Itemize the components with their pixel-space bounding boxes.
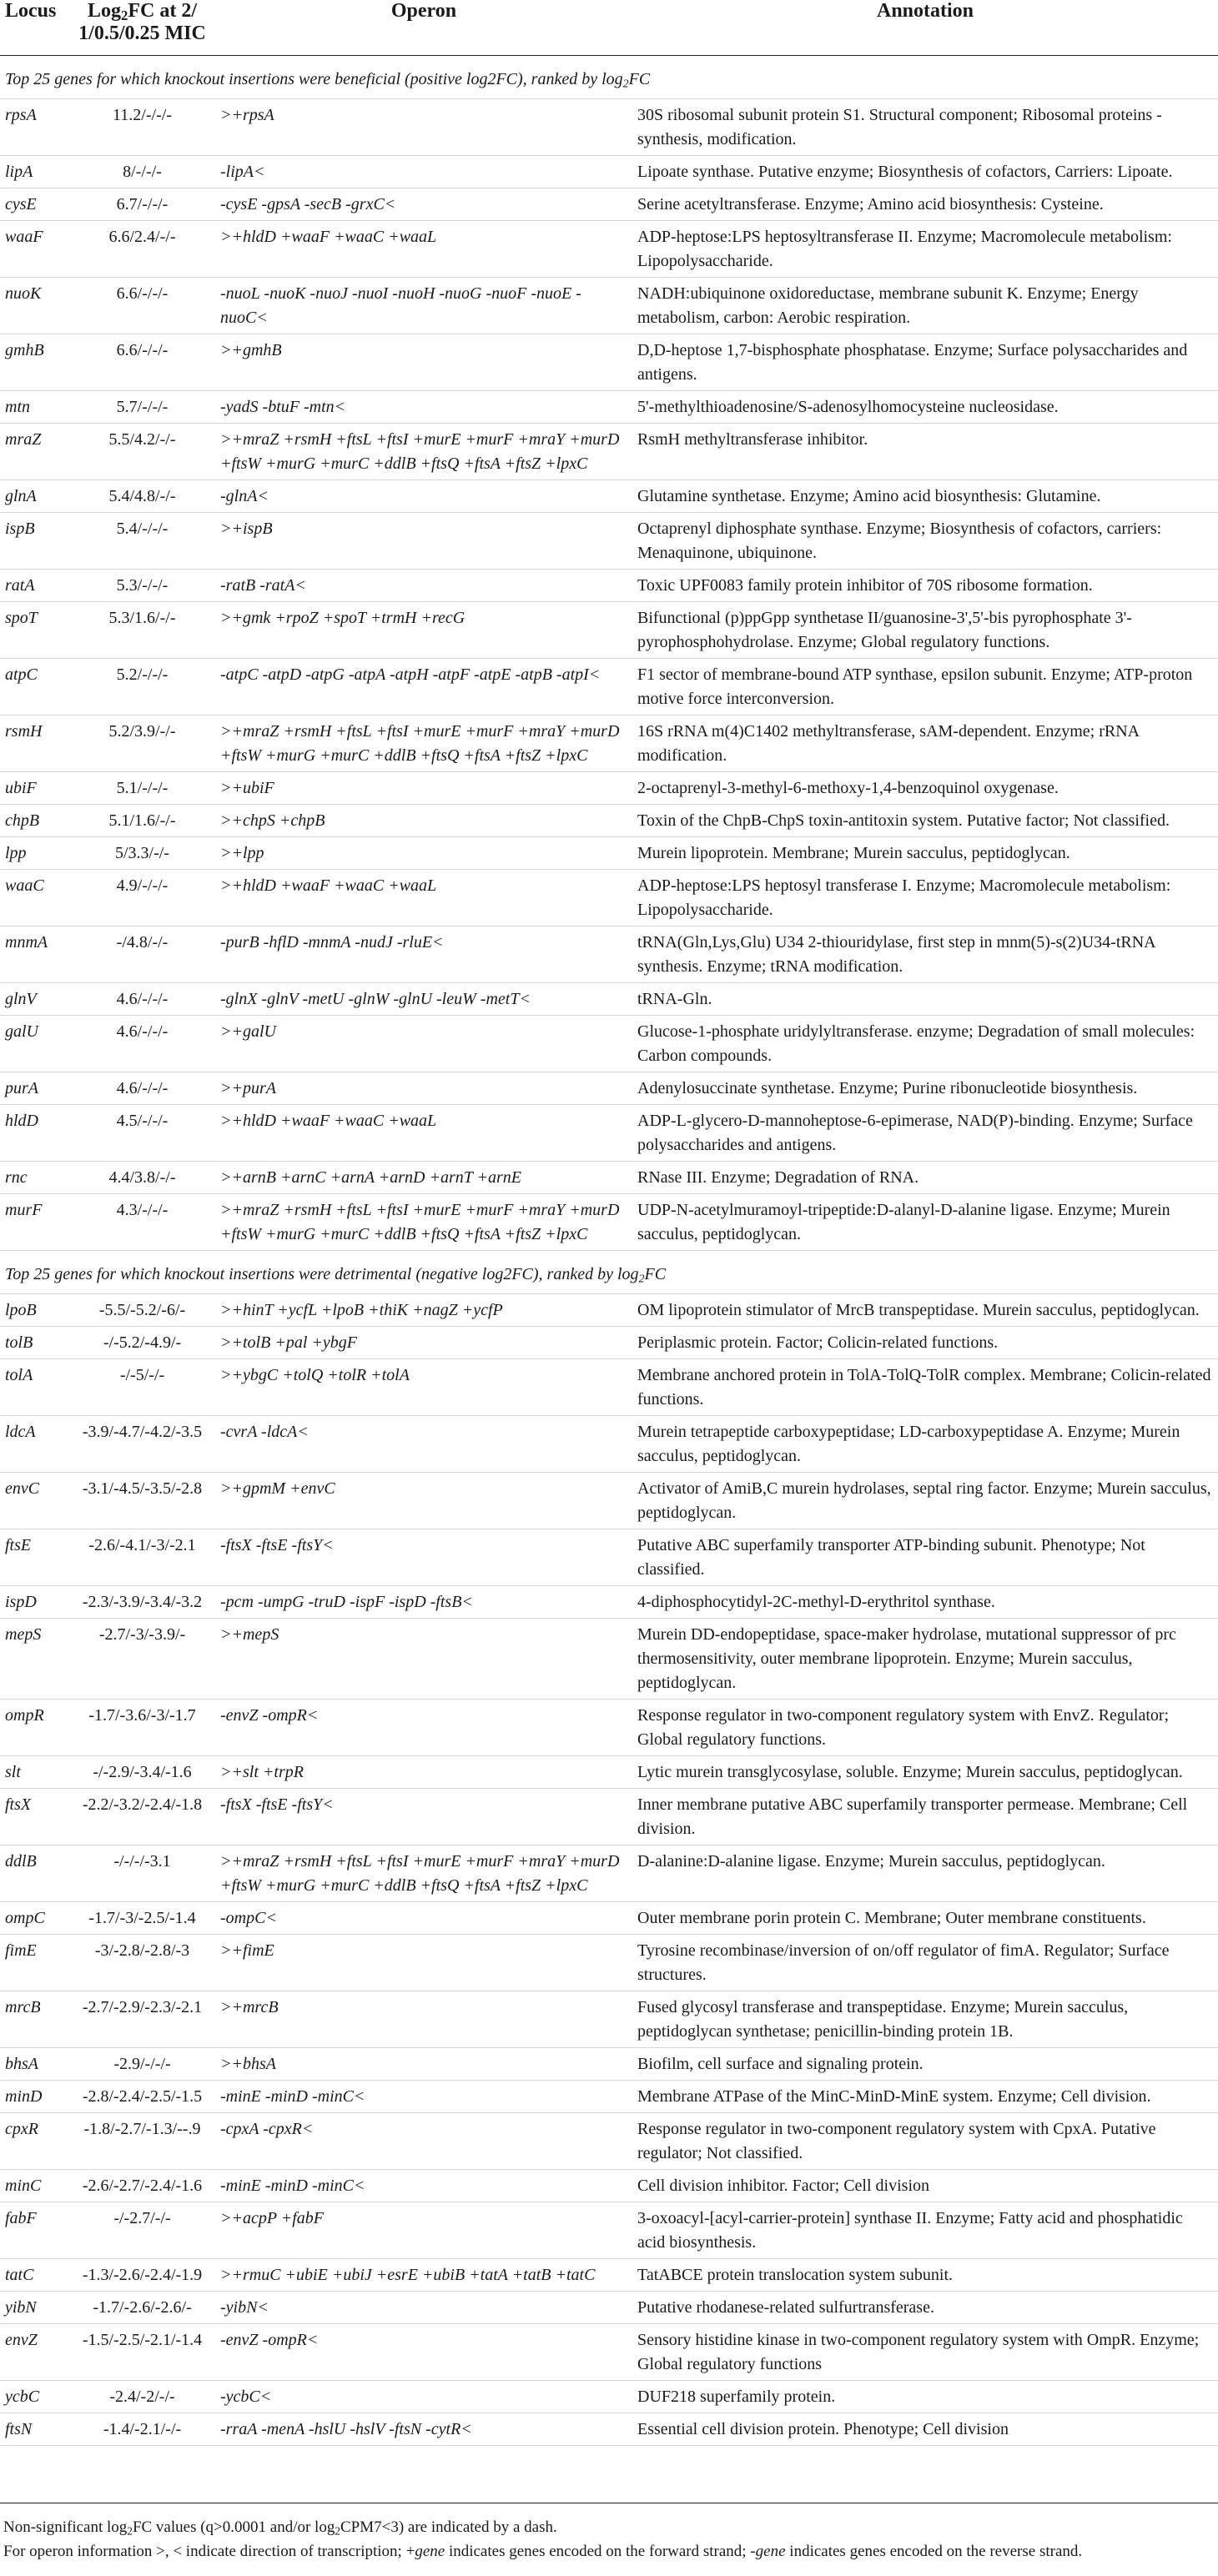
section-title-pre: Top 25 genes for which knockout insertions were beneficial (positive log2FC), ranked by log <box>5 70 623 88</box>
operon-structure: >+hldD +waaF +waaC +waaL <box>215 870 632 926</box>
log2fc-value: -2.6/-4.1/-3/-2.1 <box>69 1529 215 1586</box>
table-row <box>0 2081 1218 2113</box>
log2fc-value: 6.6/2.4/-/- <box>69 221 215 278</box>
gene-annotation: 5'-methylthioadenosine/S-adenosylhomocysteine nucleosidase. <box>632 391 1218 424</box>
gene-annotation: Octaprenyl diphosphate synthase. Enzyme; Biosynthesis of cofactors, carriers: Menaquinone, ubiquinone. <box>632 513 1218 570</box>
gene-locus: ldcA <box>0 1416 69 1473</box>
section-title <box>0 1251 1218 1294</box>
operon-structure: -minE -minD -minC< <box>215 2081 632 2113</box>
gene-locus: fimE <box>0 1935 69 1991</box>
table-row <box>0 99 1218 156</box>
operon-structure: -yadS -btuF -mtn< <box>215 391 632 424</box>
table-body <box>0 56 1218 2446</box>
section-title-post: FC <box>644 1265 667 1283</box>
table-row <box>0 2202 1218 2259</box>
log2fc-value: -/-/-/-3.1 <box>69 1845 215 1902</box>
operon-structure: -ratB -ratA< <box>215 570 632 602</box>
gene-locus: lipA <box>0 156 69 188</box>
gene-locus: slt <box>0 1756 69 1789</box>
log2fc-value: -2.4/-2/-/- <box>69 2381 215 2413</box>
gene-annotation: Lipoate synthase. Putative enzyme; Biosynthesis of cofactors, Carriers: Lipoate. <box>632 156 1218 188</box>
log2fc-value: 4.6/-/-/- <box>69 1072 215 1105</box>
footnote-2-pre: For operon information >, < indicate direction of transcription; + <box>3 2543 415 2560</box>
gene-annotation: Membrane ATPase of the MinC-MinD-MinE system. Enzyme; Cell division. <box>632 2081 1218 2113</box>
log2fc-value: 4.6/-/-/- <box>69 983 215 1016</box>
gene-locus: rnc <box>0 1162 69 1194</box>
log2fc-value: -2.2/-3.2/-2.4/-1.8 <box>69 1789 215 1845</box>
log2fc-value: -1.7/-3.6/-3/-1.7 <box>69 1700 215 1756</box>
log2fc-value: 5.5/4.2/-/- <box>69 424 215 480</box>
gene-locus: ratA <box>0 570 69 602</box>
gene-locus: rsmH <box>0 716 69 772</box>
table-row <box>0 1586 1218 1619</box>
table-row <box>0 156 1218 188</box>
table-row <box>0 278 1218 334</box>
operon-structure: >+mraZ +rsmH +ftsL +ftsI +murE +murF +mraY +murD +ftsW +murG +murC +ddlB +ftsQ +ftsA +ftsZ +lpxC <box>215 1845 632 1902</box>
log2fc-value: -2.6/-2.7/-2.4/-1.6 <box>69 2170 215 2202</box>
gene-annotation: 16S rRNA m(4)C1402 methyltransferase, sAM-dependent. Enzyme; rRNA modification. <box>632 716 1218 772</box>
table-row <box>0 1105 1218 1162</box>
gene-annotation: 4-diphosphocytidyl-2C-methyl-D-erythritol synthase. <box>632 1586 1218 1619</box>
table-row <box>0 1194 1218 1251</box>
operon-structure: >+acpP +fabF <box>215 2202 632 2259</box>
operon-structure: >+purA <box>215 1072 632 1105</box>
operon-structure: -lipA< <box>215 156 632 188</box>
gene-annotation: ADP-heptose:LPS heptosyltransferase II. Enzyme; Macromolecule metabolism: Lipopolysaccharide. <box>632 221 1218 278</box>
table-row <box>0 1756 1218 1789</box>
table-row <box>0 1016 1218 1072</box>
log2fc-value: 5.4/4.8/-/- <box>69 480 215 513</box>
gene-annotation: Outer membrane porin protein C. Membrane; Outer membrane constituents. <box>632 1902 1218 1935</box>
gene-locus: ubiF <box>0 772 69 805</box>
gene-annotation: Sensory histidine kinase in two-component regulatory system with OmpR. Enzyme; Global regulatory functions <box>632 2324 1218 2381</box>
operon-structure: >+gmhB <box>215 334 632 391</box>
operon-structure: >+hldD +waaF +waaC +waaL <box>215 1105 632 1162</box>
section-title-row <box>0 1251 1218 1294</box>
gene-annotation: tRNA(Gln,Lys,Glu) U34 2-thiouridylase, first step in mnm(5)-s(2)U34-tRNA synthesis. Enzyme; tRNA modification. <box>632 926 1218 983</box>
table-row <box>0 2381 1218 2413</box>
log2fc-value: 5.3/-/-/- <box>69 570 215 602</box>
gene-annotation: Cell division inhibitor. Factor; Cell division <box>632 2170 1218 2202</box>
log2fc-value: 8/-/-/- <box>69 156 215 188</box>
gene-locus: mnmA <box>0 926 69 983</box>
footnote-2-post: indicates genes encoded on the reverse strand. <box>785 2543 1083 2560</box>
gene-locus: ispB <box>0 513 69 570</box>
gene-locus: murF <box>0 1194 69 1251</box>
operon-structure: >+tolB +pal +ybgF <box>215 1327 632 1359</box>
table-row <box>0 2324 1218 2381</box>
operon-structure: >+ybgC +tolQ +tolR +tolA <box>215 1359 632 1416</box>
gene-annotation: Response regulator in two-component regulatory system with CpxA. Putative regulator; Not classified. <box>632 2113 1218 2170</box>
footnote-1-post: CPM7<3) are indicated by a dash. <box>340 2518 557 2536</box>
gene-locus: hldD <box>0 1105 69 1162</box>
header-log2fc-sub: 2 <box>120 8 128 24</box>
gene-annotation: NADH:ubiquinone oxidoreductase, membrane subunit K. Enzyme; Energy metabolism, carbon: Aerobic respiration. <box>632 278 1218 334</box>
operon-structure: >+rmuC +ubiE +ubiJ +esrE +ubiB +tatA +tatB +tatC <box>215 2259 632 2292</box>
table-row <box>0 805 1218 837</box>
operon-structure: >+mraZ +rsmH +ftsL +ftsI +murE +murF +mraY +murD +ftsW +murG +murC +ddlB +ftsQ +ftsA +ftsZ +lpxC <box>215 716 632 772</box>
gene-locus: cpxR <box>0 2113 69 2170</box>
gene-locus: galU <box>0 1016 69 1072</box>
operon-structure: -envZ -ompR< <box>215 2324 632 2381</box>
gene-annotation: Fused glycosyl transferase and transpeptidase. Enzyme; Murein sacculus, peptidoglycan synthetase; penicillin-binding protein 1B. <box>632 1991 1218 2048</box>
table-row <box>0 926 1218 983</box>
log2fc-value: -3/-2.8/-2.8/-3 <box>69 1935 215 1991</box>
operon-structure: >+mraZ +rsmH +ftsL +ftsI +murE +murF +mraY +murD +ftsW +murG +murC +ddlB +ftsQ +ftsA +ftsZ +lpxC <box>215 1194 632 1251</box>
log2fc-value: -2.7/-3/-3.9/- <box>69 1619 215 1700</box>
operon-structure: -ftsX -ftsE -ftsY< <box>215 1789 632 1845</box>
table-row <box>0 513 1218 570</box>
gene-locus: nuoK <box>0 278 69 334</box>
gene-locus: glnV <box>0 983 69 1016</box>
operon-structure: -ompC< <box>215 1902 632 1935</box>
gene-annotation: Glutamine synthetase. Enzyme; Amino acid biosynthesis: Glutamine. <box>632 480 1218 513</box>
table-row <box>0 1935 1218 1991</box>
header-row <box>0 0 1218 56</box>
gene-locus: atpC <box>0 659 69 716</box>
log2fc-value: 5.2/3.9/-/- <box>69 716 215 772</box>
operon-structure: -cvrA -ldcA< <box>215 1416 632 1473</box>
table-row <box>0 2048 1218 2081</box>
operon-structure: -yibN< <box>215 2292 632 2324</box>
log2fc-value: -2.3/-3.9/-3.4/-3.2 <box>69 1586 215 1619</box>
operon-structure: -glnX -glnV -metU -glnW -glnU -leuW -metT< <box>215 983 632 1016</box>
gene-locus: yibN <box>0 2292 69 2324</box>
table-row <box>0 334 1218 391</box>
log2fc-value: -1.4/-2.1/-/- <box>69 2413 215 2446</box>
gene-annotation: tRNA-Gln. <box>632 983 1218 1016</box>
log2fc-value: -2.7/-2.9/-2.3/-2.1 <box>69 1991 215 2048</box>
operon-structure: >+fimE <box>215 1935 632 1991</box>
operon-structure: -purB -hflD -mnmA -nudJ -rluE< <box>215 926 632 983</box>
operon-structure: >+gmk +rpoZ +spoT +trmH +recG <box>215 602 632 659</box>
gene-locus: minD <box>0 2081 69 2113</box>
header-log2fc-post: FC at 2/ 1/0.5/0.25 MIC <box>78 0 206 44</box>
gene-locus: chpB <box>0 805 69 837</box>
table-row <box>0 1789 1218 1845</box>
header-annotation: Annotation <box>632 0 1218 56</box>
log2fc-value: -1.3/-2.6/-2.4/-1.9 <box>69 2259 215 2292</box>
log2fc-value: -/4.8/-/- <box>69 926 215 983</box>
gene-annotation: 30S ribosomal subunit protein S1. Structural component; Ribosomal proteins - synthesis, modification. <box>632 99 1218 156</box>
section-title-sub: 2 <box>622 78 629 91</box>
table-row <box>0 837 1218 870</box>
section-title-pre: Top 25 genes for which knockout insertions were detrimental (negative log2FC), ranked by log <box>5 1265 639 1283</box>
table-row <box>0 983 1218 1016</box>
table-row <box>0 1700 1218 1756</box>
gene-annotation: Murein lipoprotein. Membrane; Murein sacculus, peptidoglycan. <box>632 837 1218 870</box>
gene-locus: ompC <box>0 1902 69 1935</box>
table-row <box>0 870 1218 926</box>
table-row <box>0 424 1218 480</box>
gene-annotation: UDP-N-acetylmuramoyl-tripeptide:D-alanyl-D-alanine ligase. Enzyme; Murein sacculus, peptidoglycan. <box>632 1194 1218 1251</box>
log2fc-value: -1.7/-2.6/-2.6/- <box>69 2292 215 2324</box>
footnote-1-pre: Non-significant log <box>3 2518 128 2536</box>
gene-locus: minC <box>0 2170 69 2202</box>
gene-locus: tolB <box>0 1327 69 1359</box>
section-title-row <box>0 56 1218 99</box>
gene-annotation: F1 sector of membrane-bound ATP synthase, epsilon subunit. Enzyme; ATP-proton motive force interconversion. <box>632 659 1218 716</box>
gene-annotation: Adenylosuccinate synthetase. Enzyme; Purine ribonucleotide biosynthesis. <box>632 1072 1218 1105</box>
operon-structure: >+arnB +arnC +arnA +arnD +arnT +arnE <box>215 1162 632 1194</box>
table-row <box>0 659 1218 716</box>
gene-annotation: Inner membrane putative ABC superfamily transporter permease. Membrane; Cell division. <box>632 1789 1218 1845</box>
log2fc-value: 5.1/-/-/- <box>69 772 215 805</box>
gene-locus: ftsN <box>0 2413 69 2446</box>
log2fc-value: 5.3/1.6/-/- <box>69 602 215 659</box>
gene-annotation: Membrane anchored protein in TolA-TolQ-TolR complex. Membrane; Colicin-related functions. <box>632 1359 1218 1416</box>
gene-locus: mrcB <box>0 1991 69 2048</box>
footnote-significance <box>3 2515 1218 2539</box>
gene-annotation: 2-octaprenyl-3-methyl-6-methoxy-1,4-benzoquinol oxygenase. <box>632 772 1218 805</box>
gene-locus: bhsA <box>0 2048 69 2081</box>
gene-locus: mepS <box>0 1619 69 1700</box>
gene-annotation: ADP-heptose:LPS heptosyl transferase I. Enzyme; Macromolecule metabolism: Lipopolysaccharide. <box>632 870 1218 926</box>
log2fc-value: -/-2.9/-3.4/-1.6 <box>69 1756 215 1789</box>
operon-structure: -rraA -menA -hslU -hslV -ftsN -cytR< <box>215 2413 632 2446</box>
gene-locus: envZ <box>0 2324 69 2381</box>
header-log2fc-pre: Log <box>87 0 121 22</box>
gene-annotation: RNase III. Enzyme; Degradation of RNA. <box>632 1162 1218 1194</box>
gene-annotation: TatABCE protein translocation system subunit. <box>632 2259 1218 2292</box>
gene-annotation: Lytic murein transglycosylase, soluble. Enzyme; Murein sacculus, peptidoglycan. <box>632 1756 1218 1789</box>
operon-structure: -envZ -ompR< <box>215 1700 632 1756</box>
operon-structure: >+galU <box>215 1016 632 1072</box>
gene-annotation: Essential cell division protein. Phenotype; Cell division <box>632 2413 1218 2446</box>
log2fc-value: -1.7/-3/-2.5/-1.4 <box>69 1902 215 1935</box>
operon-structure: >+lpp <box>215 837 632 870</box>
operon-structure: >+ispB <box>215 513 632 570</box>
table-header <box>0 0 1218 56</box>
table-row <box>0 221 1218 278</box>
gene-annotation: Biofilm, cell surface and signaling protein. <box>632 2048 1218 2081</box>
gene-annotation: Toxic UPF0083 family protein inhibitor of 70S ribosome formation. <box>632 570 1218 602</box>
gene-annotation: Toxin of the ChpB-ChpS toxin-antitoxin system. Putative factor; Not classified. <box>632 805 1218 837</box>
gene-annotation: Bifunctional (p)ppGpp synthetase II/guanosine-3',5'-bis pyrophosphate 3'-pyrophosphohydrolase. Enzyme; Global regulatory functions. <box>632 602 1218 659</box>
section-title-post: FC <box>628 70 651 88</box>
table-row <box>0 1902 1218 1935</box>
gene-locus: envC <box>0 1473 69 1529</box>
section-title <box>0 56 1218 99</box>
table-row <box>0 716 1218 772</box>
operon-structure: >+ubiF <box>215 772 632 805</box>
gene-locus: spoT <box>0 602 69 659</box>
gene-locus: lpoB <box>0 1294 69 1327</box>
log2fc-value: -3.9/-4.7/-4.2/-3.5 <box>69 1416 215 1473</box>
gene-annotation: Activator of AmiB,C murein hydrolases, septal ring factor. Enzyme; Murein sacculus, peptidoglycan. <box>632 1473 1218 1529</box>
gene-locus: gmhB <box>0 334 69 391</box>
table-row <box>0 2292 1218 2324</box>
operon-structure: >+gpmM +envC <box>215 1473 632 1529</box>
log2fc-value: -3.1/-4.5/-3.5/-2.8 <box>69 1473 215 1529</box>
table-row <box>0 1327 1218 1359</box>
table-row <box>0 1473 1218 1529</box>
operon-structure: -ftsX -ftsE -ftsY< <box>215 1529 632 1586</box>
header-log2fc <box>69 0 215 56</box>
footnote-2-gene1: gene <box>415 2543 445 2560</box>
gene-locus: tolA <box>0 1359 69 1416</box>
gene-locus: waaF <box>0 221 69 278</box>
log2fc-value: -2.9/-/-/- <box>69 2048 215 2081</box>
table-row <box>0 602 1218 659</box>
gene-locus: ispD <box>0 1586 69 1619</box>
log2fc-value: 4.5/-/-/- <box>69 1105 215 1162</box>
gene-annotation: Serine acetyltransferase. Enzyme; Amino acid biosynthesis: Cysteine. <box>632 188 1218 221</box>
gene-locus: waaC <box>0 870 69 926</box>
log2fc-value: -/-5/-/- <box>69 1359 215 1416</box>
gene-locus: ycbC <box>0 2381 69 2413</box>
table-row <box>0 391 1218 424</box>
gene-annotation: OM lipoprotein stimulator of MrcB transpeptidase. Murein sacculus, peptidoglycan. <box>632 1294 1218 1327</box>
operon-structure: >+bhsA <box>215 2048 632 2081</box>
table-row <box>0 2413 1218 2446</box>
log2fc-value: -/-5.2/-4.9/- <box>69 1327 215 1359</box>
log2fc-value: 4.9/-/-/- <box>69 870 215 926</box>
log2fc-value: 5.1/1.6/-/- <box>69 805 215 837</box>
gene-annotation: DUF218 superfamily protein. <box>632 2381 1218 2413</box>
gene-locus: ftsE <box>0 1529 69 1586</box>
operon-structure: >+slt +trpR <box>215 1756 632 1789</box>
table-row <box>0 2259 1218 2292</box>
log2fc-value: -/-2.7/-/- <box>69 2202 215 2259</box>
operon-structure: >+mrcB <box>215 1991 632 2048</box>
log2fc-value: 4.4/3.8/-/- <box>69 1162 215 1194</box>
gene-annotation: Periplasmic protein. Factor; Colicin-related functions. <box>632 1327 1218 1359</box>
gene-annotation: Murein DD-endopeptidase, space-maker hydrolase, mutational suppressor of prc thermosensitivity, outer membrane lipoprotein. Enzyme; Murein sacculus, peptidoglycan. <box>632 1619 1218 1700</box>
log2fc-value: 6.7/-/-/- <box>69 188 215 221</box>
gene-annotation: Putative rhodanese-related sulfurtransferase. <box>632 2292 1218 2324</box>
log2fc-value: -2.8/-2.4/-2.5/-1.5 <box>69 2081 215 2113</box>
gene-locus: ompR <box>0 1700 69 1756</box>
gene-locus: purA <box>0 1072 69 1105</box>
table-footnotes <box>0 2503 1218 2563</box>
operon-structure: -cpxA -cpxR< <box>215 2113 632 2170</box>
gene-locus: cysE <box>0 188 69 221</box>
table-row <box>0 1416 1218 1473</box>
gene-locus: tatC <box>0 2259 69 2292</box>
table-row <box>0 772 1218 805</box>
footnote-operon <box>3 2539 1218 2563</box>
gene-locus: glnA <box>0 480 69 513</box>
table-row <box>0 2170 1218 2202</box>
footnote-2-gene2: gene <box>755 2543 786 2560</box>
operon-structure: >+chpS +chpB <box>215 805 632 837</box>
log2fc-value: 5/3.3/-/- <box>69 837 215 870</box>
gene-locus: ftsX <box>0 1789 69 1845</box>
footnote-1-sub2: 2 <box>335 2524 340 2538</box>
log2fc-value: 5.4/-/-/- <box>69 513 215 570</box>
table-row <box>0 1845 1218 1902</box>
log2fc-value: 6.6/-/-/- <box>69 278 215 334</box>
log2fc-value: 5.7/-/-/- <box>69 391 215 424</box>
log2fc-value: -1.8/-2.7/-1.3/--.9 <box>69 2113 215 2170</box>
gene-annotation: D-alanine:D-alanine ligase. Enzyme; Murein sacculus, peptidoglycan. <box>632 1845 1218 1902</box>
operon-structure: >+mraZ +rsmH +ftsL +ftsI +murE +murF +mraY +murD +ftsW +murG +murC +ddlB +ftsQ +ftsA +ftsZ +lpxC <box>215 424 632 480</box>
table-row <box>0 1359 1218 1416</box>
gene-annotation: D,D-heptose 1,7-bisphosphate phosphatase. Enzyme; Surface polysaccharides and antigens. <box>632 334 1218 391</box>
log2fc-value: 6.6/-/-/- <box>69 334 215 391</box>
gene-annotation: 3-oxoacyl-[acyl-carrier-protein] synthase II. Enzyme; Fatty acid and phosphatidic acid biosynthesis. <box>632 2202 1218 2259</box>
operon-structure: -cysE -gpsA -secB -grxC< <box>215 188 632 221</box>
gene-annotation: Response regulator in two-component regulatory system with EnvZ. Regulator; Global regulatory functions. <box>632 1700 1218 1756</box>
gene-locus: mtn <box>0 391 69 424</box>
operon-structure: -nuoL -nuoK -nuoJ -nuoI -nuoH -nuoG -nuoF -nuoE -nuoC< <box>215 278 632 334</box>
gene-annotation: RsmH methyltransferase inhibitor. <box>632 424 1218 480</box>
table-row <box>0 1072 1218 1105</box>
footnote-1-sub1: 2 <box>127 2524 133 2538</box>
table-row <box>0 2113 1218 2170</box>
operon-structure: >+rpsA <box>215 99 632 156</box>
gene-locus: lpp <box>0 837 69 870</box>
operon-structure: -atpC -atpD -atpG -atpA -atpH -atpF -atpE -atpB -atpI< <box>215 659 632 716</box>
operon-structure: >+hinT +ycfL +lpoB +thiK +nagZ +ycfP <box>215 1294 632 1327</box>
gene-annotation: Glucose-1-phosphate uridylyltransferase. enzyme; Degradation of small molecules: Carbon compounds. <box>632 1016 1218 1072</box>
table-row <box>0 1529 1218 1586</box>
operon-structure: -glnA< <box>215 480 632 513</box>
gene-annotation: Putative ABC superfamily transporter ATP-binding subunit. Phenotype; Not classified. <box>632 1529 1218 1586</box>
gene-locus: ddlB <box>0 1845 69 1902</box>
operon-structure: -ycbC< <box>215 2381 632 2413</box>
operon-structure: -pcm -umpG -truD -ispF -ispD -ftsB< <box>215 1586 632 1619</box>
table-row <box>0 480 1218 513</box>
operon-structure: >+hldD +waaF +waaC +waaL <box>215 221 632 278</box>
gene-locus: mraZ <box>0 424 69 480</box>
table-row <box>0 1991 1218 2048</box>
table-row <box>0 570 1218 602</box>
gene-annotation: Murein tetrapeptide carboxypeptidase; LD-carboxypeptidase A. Enzyme; Murein sacculus, peptidoglycan. <box>632 1416 1218 1473</box>
operon-structure: -minE -minD -minC< <box>215 2170 632 2202</box>
gene-annotation: ADP-L-glycero-D-mannoheptose-6-epimerase, NAD(P)-binding. Enzyme; Surface polysaccharides and antigens. <box>632 1105 1218 1162</box>
footnote-2-mid: indicates genes encoded on the forward strand; - <box>445 2543 756 2560</box>
gene-annotation: Tyrosine recombinase/inversion of on/off regulator of fimA. Regulator; Surface structures. <box>632 1935 1218 1991</box>
section-title-sub: 2 <box>638 1273 645 1286</box>
header-locus: Locus <box>0 0 69 56</box>
gene-locus: fabF <box>0 2202 69 2259</box>
log2fc-value: -1.5/-2.5/-2.1/-1.4 <box>69 2324 215 2381</box>
table-row <box>0 1619 1218 1700</box>
log2fc-value: 5.2/-/-/- <box>69 659 215 716</box>
log2fc-value: 11.2/-/-/- <box>69 99 215 156</box>
log2fc-value: 4.6/-/-/- <box>69 1016 215 1072</box>
log2fc-value: -5.5/-5.2/-6/- <box>69 1294 215 1327</box>
table-row <box>0 1162 1218 1194</box>
table-row <box>0 1294 1218 1327</box>
operon-structure: >+mepS <box>215 1619 632 1700</box>
header-operon: Operon <box>215 0 632 56</box>
table-row <box>0 188 1218 221</box>
footnote-1-mid: FC values (q>0.0001 and/or log <box>132 2518 335 2536</box>
log2fc-value: 4.3/-/-/- <box>69 1194 215 1251</box>
gene-locus: rpsA <box>0 99 69 156</box>
